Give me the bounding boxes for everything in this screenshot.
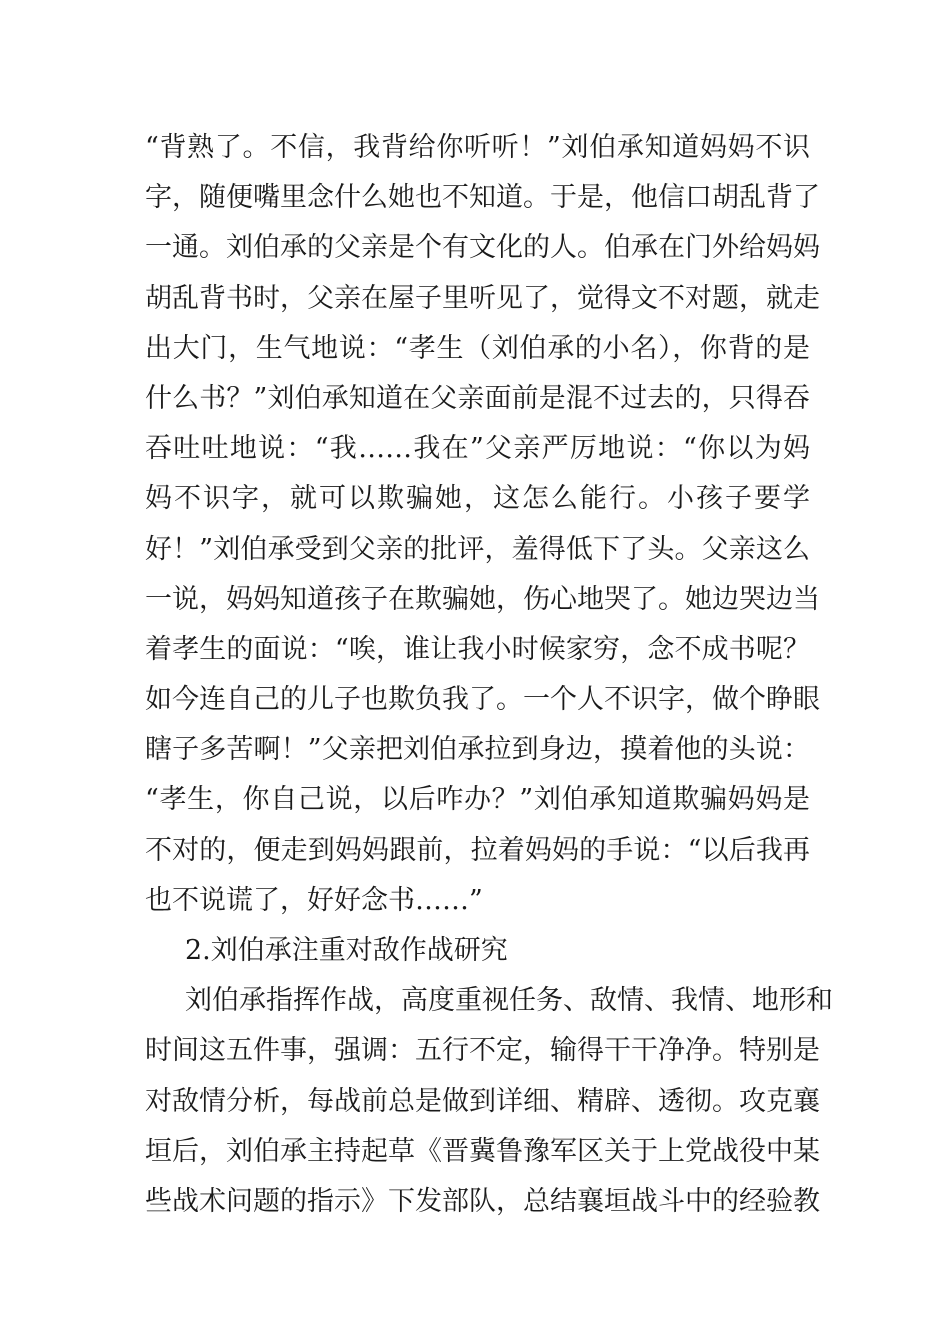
text-line: 胡乱背书时，父亲在屋子里听见了，觉得文不对题，就走 [145,282,820,314]
section-heading [145,926,810,976]
text-line: 对敌情分析，每战前总是做到详细、精辟、透彻。攻克襄 [145,1085,820,1117]
text-line: 出大门，生气地说：“孝生（刘伯承的小名），你背的是 [145,332,810,364]
text-line: 一通。刘伯承的父亲是个有文化的人。伯承在门外给妈妈 [145,232,820,264]
text-line: 着孝生的面说：“唉，谁让我小时候家穷，念不成书呢？ [145,633,810,665]
text-line: 一说，妈妈知道孩子在欺骗她，伤心地哭了。她边哭边当 [145,583,820,615]
paragraph-tactics [145,976,833,1227]
text-line: 垣后，刘伯承主持起草《晋冀鲁豫军区关于上党战役中某 [145,1135,820,1167]
text-line: 瞎子多苦啊！”父亲把刘伯承拉到身边，摸着他的头说： [145,734,810,766]
paragraph-story [145,123,820,926]
text-line: 什么书？”刘伯承知道在父亲面前是混不过去的，只得吞 [145,382,810,414]
text-line: 妈不识字，就可以欺骗她，这怎么能行。小孩子要学 [145,483,810,515]
text-line: 也不说谎了，好好念书……” [145,884,483,916]
text-line: 不对的，便走到妈妈跟前，拉着妈妈的手说：“以后我再 [145,834,810,866]
text-line: 些战术问题的指示》下发部队，总结襄垣战斗中的经验教 [145,1185,820,1217]
text-line: 时间这五件事，强调：五行不定，输得干干净净。特别是 [145,1035,820,1067]
text-line: “孝生，你自己说，以后咋办？”刘伯承知道欺骗妈妈是 [145,784,810,816]
text-line: 如今连自己的儿子也欺负我了。一个人不识字，做个睁眼 [145,684,820,716]
section-heading-text: 2.刘伯承注重对敌作战研究 [185,935,508,966]
body-text [145,123,833,1227]
text-line: 好！”刘伯承受到父亲的批评，羞得低下了头。父亲这么 [145,533,810,565]
text-line: “背熟了。不信，我背给你听听！”刘伯承知道妈妈不识 [145,132,810,163]
text-line: 刘伯承指挥作战，高度重视任务、敌情、我情、地形和 [185,985,833,1017]
text-line: 吞吐吐地说：“我……我在”父亲严厉地说：“你以为妈 [145,433,810,465]
text-line: 字，随便嘴里念什么她也不知道。于是，他信口胡乱背了 [145,182,820,214]
